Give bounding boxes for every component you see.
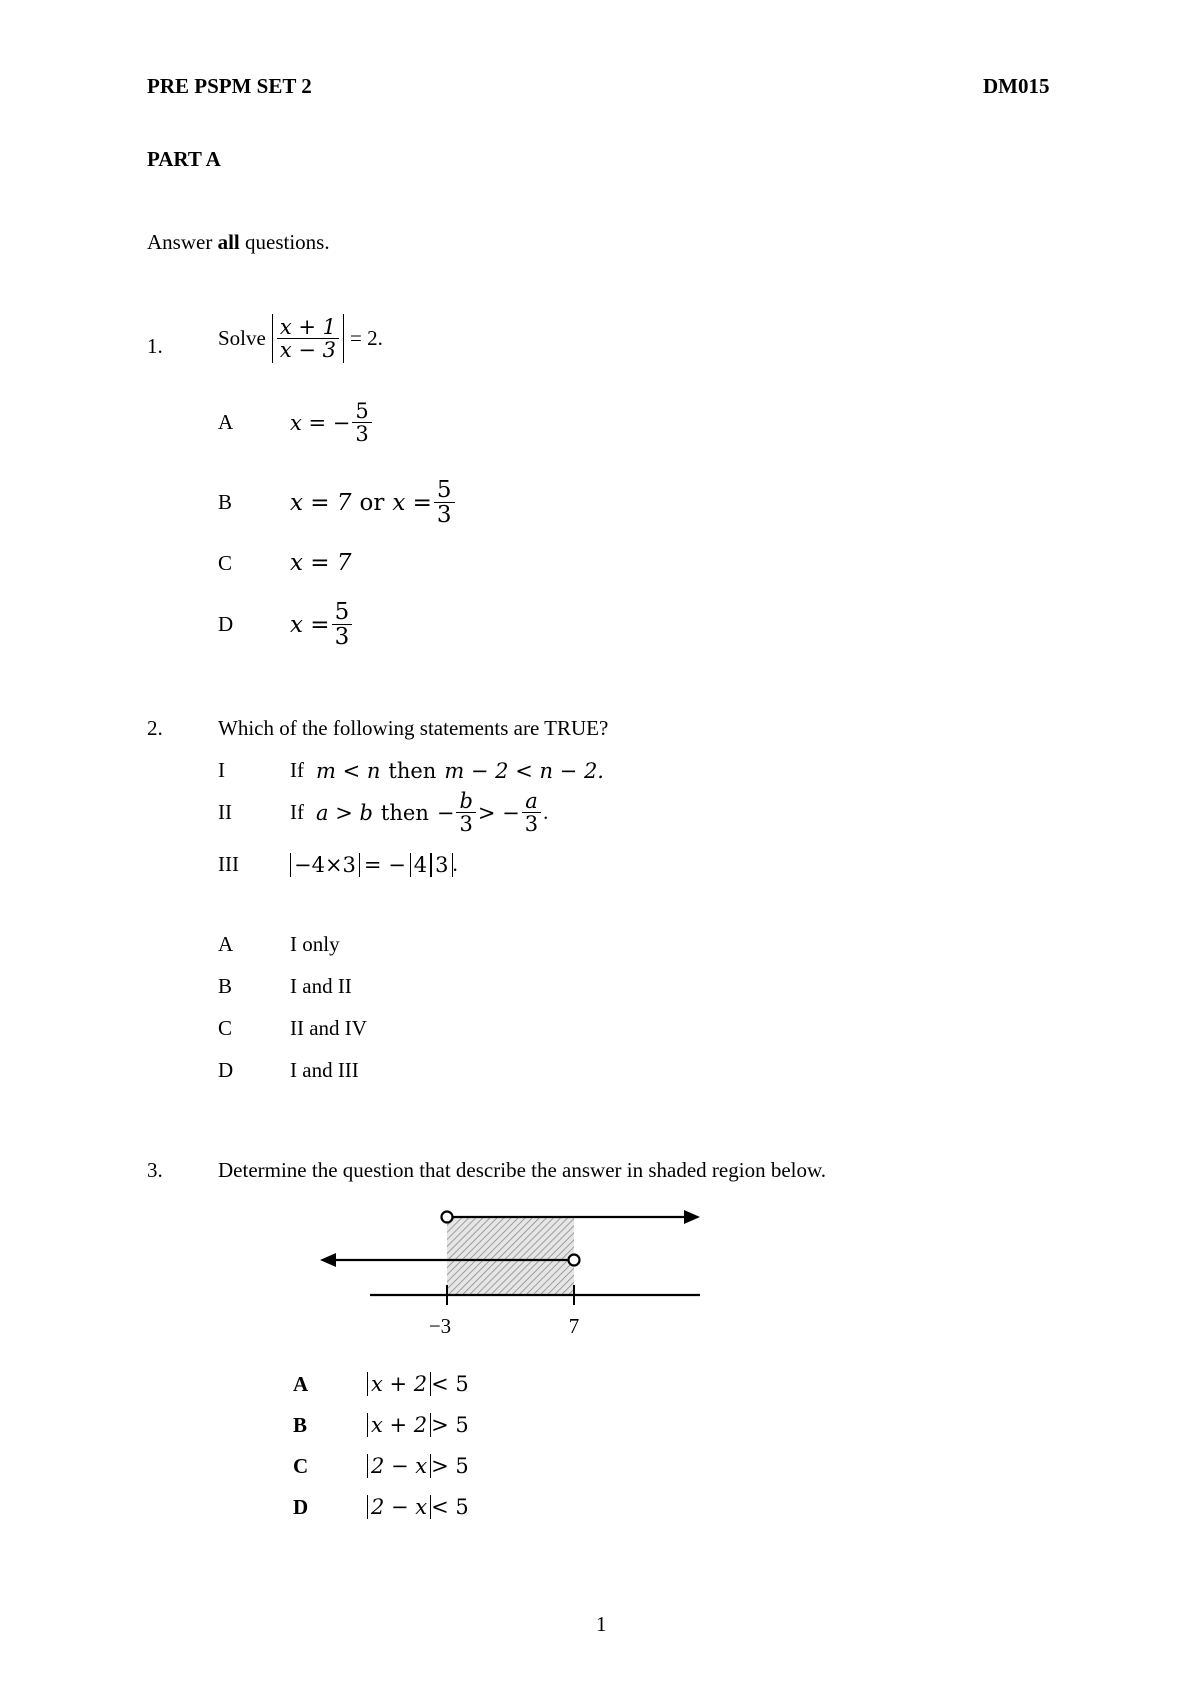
header-left: PRE PSPM SET 2 [147, 74, 312, 98]
q2-option-c[interactable]: C II and IV [218, 1016, 367, 1040]
header-right: DM015 [983, 74, 1050, 98]
page-number: 1 [596, 1612, 607, 1636]
q1-number: 1. [147, 334, 163, 358]
q3-number: 3. [147, 1158, 163, 1182]
upper-ray-arrowhead [684, 1210, 700, 1224]
q1-option-a[interactable]: A x = − $\frac{5}{3}$ [218, 400, 374, 445]
part-title: PART A [147, 147, 221, 171]
q2-number: 2. [147, 716, 163, 740]
tick-label-right: 7 [568, 1314, 580, 1338]
q1-option-b[interactable]: B x = 7 or x = $\frac{5}{3}$ [218, 478, 457, 527]
q1-option-d[interactable]: D x = $\frac{5}{3}$ [218, 600, 354, 649]
q2-statement-2: II If a > b then − $\frac{b}{3}$ > − $\frac{a}{3}$ . [218, 789, 549, 837]
q2-statement-1: I If m < n then m − 2 < n − 2. [218, 758, 604, 783]
q3-option-c[interactable]: C 2 − x > 5 [293, 1454, 469, 1478]
upper-open-circle [442, 1212, 453, 1223]
q1-option-c[interactable]: C x = 7 [218, 550, 352, 576]
q2-option-d[interactable]: D I and III [218, 1058, 359, 1082]
q3-option-a[interactable]: A x + 2 < 5 [293, 1372, 469, 1396]
q2-option-b[interactable]: B I and II [218, 974, 352, 998]
q1-abs-fraction: $\frac{x + 1}{x - 3}$ [272, 314, 344, 363]
shaded-region [447, 1217, 574, 1295]
tick-label-left: −3 [428, 1314, 452, 1338]
lower-open-circle [569, 1255, 580, 1266]
q2-question: Which of the following statements are TRUE? [218, 716, 609, 740]
q3-option-b[interactable]: B x + 2 > 5 [293, 1413, 469, 1437]
q1-question: Solve $\frac{x + 1}{x - 3}$ = 2. [218, 315, 383, 363]
instruction: Answer all questions. [147, 230, 330, 254]
q2-statement-3: III −4×3 = − 4 3 . [218, 852, 458, 877]
number-line-diagram [300, 1195, 720, 1345]
q2-option-a[interactable]: A I only [218, 932, 340, 956]
q3-question: Determine the question that describe the answer in shaded region below. [218, 1158, 827, 1182]
q3-option-d[interactable]: D 2 − x < 5 [293, 1495, 469, 1519]
lower-ray-arrowhead [320, 1253, 336, 1267]
